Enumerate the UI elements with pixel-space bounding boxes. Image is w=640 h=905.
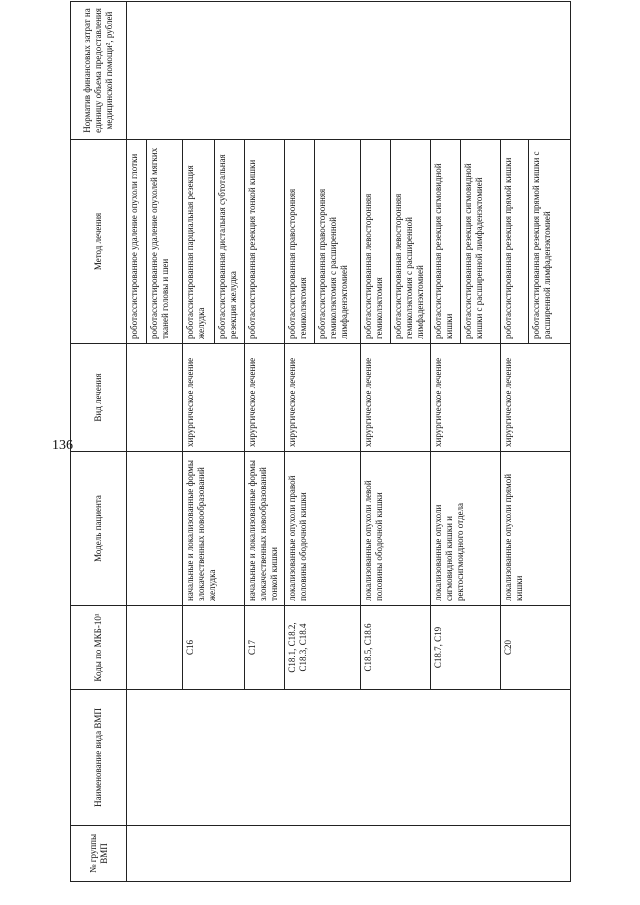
table-row-0-model xyxy=(127,452,183,606)
header-cost-norm: Норматив финансовых затрат на единицу объема предоставления медицинской помощи², рублей xyxy=(71,2,127,140)
header-icd-codes: Коды по МКБ-10¹ xyxy=(71,606,127,690)
table-row-3-code: C18.1, C18.2, C18.3, C18.4 xyxy=(285,606,361,690)
table-row-6-code: C20 xyxy=(501,606,571,690)
table-row-5-code: C18.7, C19 xyxy=(431,606,501,690)
table-row-3-method-1: роботассистированная правосторонняя гемиколэктомия xyxy=(285,140,315,344)
table-row-5-method-1: роботассистированная резекция сигмовидной кишки xyxy=(431,140,461,344)
table-row-5-type: хирургическое лечение xyxy=(431,344,501,452)
header-treatment-method: Метод лечения xyxy=(71,140,127,344)
table-row-3-method-2: роботассистированная правосторонняя гемиколэктомия с расширенной лимфаденэктомией xyxy=(315,140,361,344)
table-row-1-code: C16 xyxy=(183,606,245,690)
table-row-4-method-2: роботассистированная левосторонняя гемиколэктомия с расширенной лимфаденэктомией xyxy=(391,140,431,344)
table-row-4-method-1: роботассистированная левосторонняя гемиколэктомия xyxy=(361,140,391,344)
page-number: 136 xyxy=(52,438,73,453)
header-group-number: № группы ВМП xyxy=(71,826,127,882)
table-row-4-type: хирургическое лечение xyxy=(361,344,431,452)
table-row-0-code xyxy=(127,606,183,690)
header-patient-model: Модель пациента xyxy=(71,452,127,606)
table-row-5-method-2: роботассистированная резекция сигмовидной кишки с расширенной лимфаденэктомией xyxy=(461,140,501,344)
table-row-3-type: хирургическое лечение xyxy=(285,344,361,452)
table-row-6-method-1: роботассистированная резекция прямой кишки xyxy=(501,140,529,344)
table-row-2-type: хирургическое лечение xyxy=(245,344,285,452)
table-row-4-code: C18.5, C18.6 xyxy=(361,606,431,690)
vmp-table xyxy=(70,1,571,882)
table-row-4-model: локализованные опухоли левой половины ободочной кишки xyxy=(361,452,431,606)
cost-norm-cell xyxy=(127,2,571,140)
header-treatment-type: Вид лечения xyxy=(71,344,127,452)
table-row-1-method-1: роботассистированная парциальная резекция желудка xyxy=(183,140,215,344)
vmp-name-cell xyxy=(127,690,571,826)
table-row-1-model: начальные и локализованные формы злокачественных новообразований желудка xyxy=(183,452,245,606)
table-row-1-method-2: роботассистированная дистальная субтотальная резекция желудка xyxy=(215,140,245,344)
table-row-6-model: локализованные опухоли прямой кишки xyxy=(501,452,571,606)
table-row-6-method-2: роботассистированная резекция прямой кишки с расширенной лимфаденэктомией xyxy=(529,140,571,344)
table-row-1-type: хирургическое лечение xyxy=(183,344,245,452)
table-row-0-type xyxy=(127,344,183,452)
header-vmp-name: Наименование вида ВМП xyxy=(71,690,127,826)
group-number-cell xyxy=(127,826,571,882)
table-row-6-type: хирургическое лечение xyxy=(501,344,571,452)
rotated-table-container xyxy=(70,2,570,882)
table-row-2-model: начальные и локализованные формы злокачественных новообразований тонкой кишки xyxy=(245,452,285,606)
table-row-2-code: C17 xyxy=(245,606,285,690)
table-row-0-method-2: роботассистированное удаление опухолей мягких тканей головы и шеи xyxy=(147,140,183,344)
table-row-5-model: локализованные опухоли сигмовидной кишки и ректосигмоидного отдела xyxy=(431,452,501,606)
table-row-2-method-1: роботассистированная резекция тонкой кишки xyxy=(245,140,285,344)
table-row-0-method-1: роботассистированное удаление опухоли глотки xyxy=(127,140,147,344)
table-row-3-model: локализованные опухоли правой половины ободочной кишки xyxy=(285,452,361,606)
